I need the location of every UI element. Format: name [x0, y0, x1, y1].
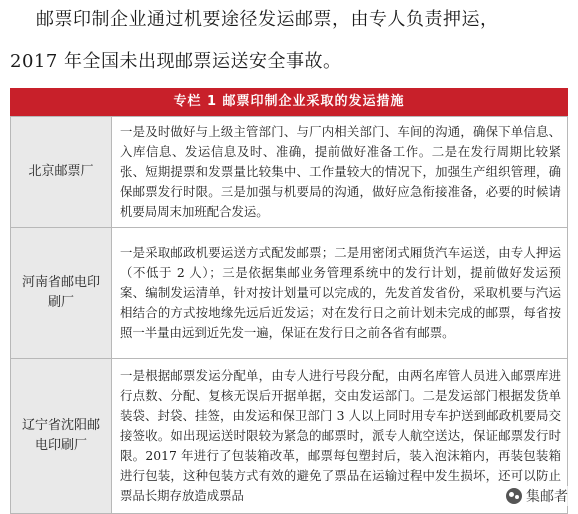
intro-paragraph — [0, 0, 578, 86]
intro-line-1: 邮票印制企业通过机要途径发运邮票，由专人负责押运， — [36, 9, 499, 30]
table-row — [11, 117, 568, 228]
row-desc-liaoning: 一是根据邮票发运分配单，由专人进行号段分配，由两名库管人员进入邮票库进行点数、分配、复核无误后开据单据，交由发运部门。二是发运部门根据发货单装袋、封袋、挂签，由发运和保卫部门 3 人以上同时用专车护送到邮政机要局交接签收。如出现运送时限较为紧急的邮票时，派专人航空送达，保证邮票发行时限。2017 年进行了包装箱改革，邮票每包塑封后，装入泡沫箱内，再装包装箱进行包装，这种包装方式有效的避免了票品在运输过程中发生损坏，还可以防止票品长期存放造成票品 — [112, 359, 568, 514]
table-title: 专栏 1 邮票印制企业采取的发运措施 — [10, 88, 568, 116]
row-desc-beijing: 一是及时做好与上级主管部门、与厂内相关部门、车间的沟通，确保下单信息、入库信息、发运信息及时、准确，提前做好准备工作。二是在发行周期比较紧张、短期提票和发票量比较集中、工作量较大的情况下，加强生产组织管理，确保邮票发行时限。三是加强与机要局的沟通，做好应急衔接准备，必要的时候请机要局周末加班配合发运。 — [112, 117, 568, 228]
row-name-liaoning: 辽宁省沈阳邮电印刷厂 — [11, 359, 112, 514]
intro-line-2: 2017 年全国未出现邮票运送安全事故。 — [10, 51, 342, 72]
table-row — [11, 359, 568, 514]
wechat-icon — [506, 488, 522, 504]
row-name-henan: 河南省邮电印刷厂 — [11, 228, 112, 359]
watermark-text: 集邮者 — [526, 489, 568, 505]
table-row — [11, 228, 568, 359]
watermark — [504, 486, 570, 506]
measures-table — [10, 88, 568, 514]
row-desc-henan: 一是采取邮政机要运送方式配发邮票；二是用密闭式厢货汽车运送，由专人押运（不低于 2 人）；三是依据集邮业务管理系统中的发行计划，提前做好发运预案、编制发运清单，针对按计划量可以完成的，先发首发省份，采取机要与汽运相结合的方式按地缘先远后近发运；对在发行日之前计划未完成的邮票，每省按照一半量由远到近先发一遍，保证在发行日之前各省有邮票。 — [112, 228, 568, 359]
measures-grid — [10, 116, 568, 514]
row-name-beijing: 北京邮票厂 — [11, 117, 112, 228]
